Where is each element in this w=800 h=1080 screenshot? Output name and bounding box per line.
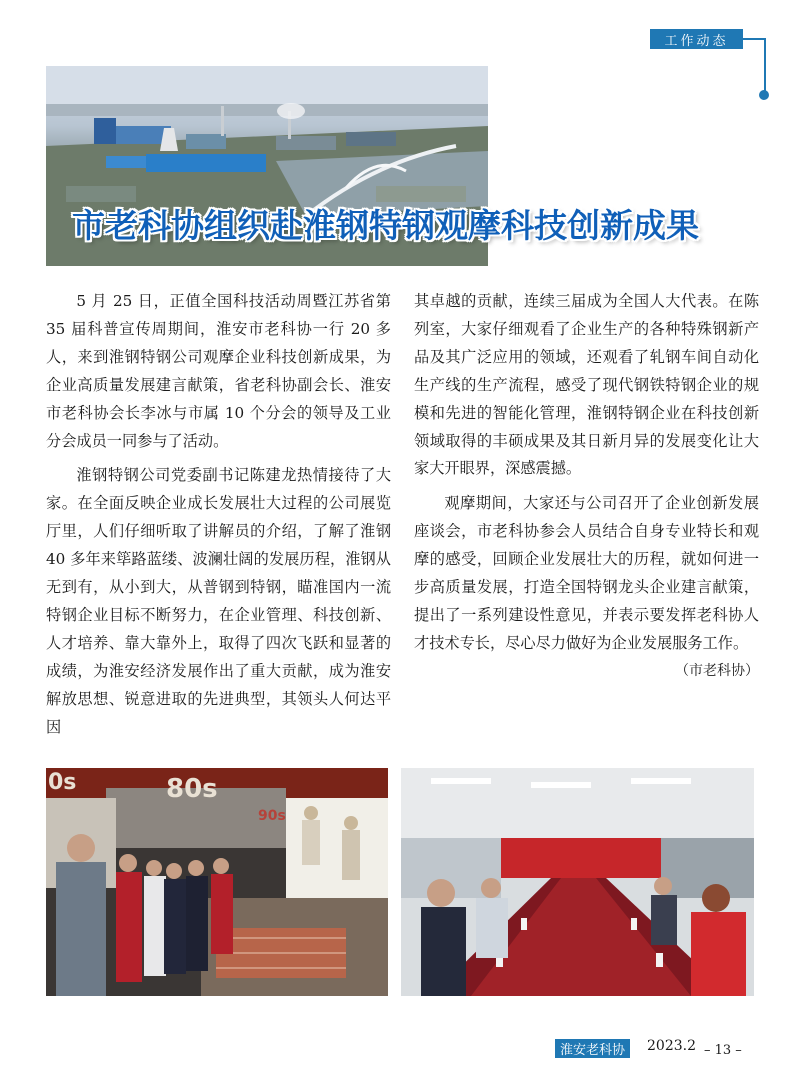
body-column-left [46,288,391,742]
tag-rule-horizontal [743,38,765,40]
paragraph: 5 月 25 日，正值全国科技活动周暨江苏省第 35 届科普宣传周期间，淮安市老科协一行 20 多人，来到淮钢特钢公司观摩企业科技创新成果，为企业高质量发展建言献策，省老科协副会长、淮安市老科协会长李冰与市属 10 个分会的领导及工业分会成员一同参与了活动。 [46,292,391,450]
paragraph [414,490,759,679]
footer-issue: 2023.2 [647,1038,696,1054]
meeting-room-photo [401,768,754,996]
author-signature: （市老科协） [675,662,759,679]
body-column-right [414,288,759,686]
page-number: – 13 – [704,1043,742,1058]
meeting-illustration [401,768,754,996]
footer-brand: 淮安老科协 [555,1039,630,1058]
paragraph-text: 观摩期间，大家还与公司召开了企业创新发展座谈会，市老科协参会人员结合自身专业特长和观摩的感受，回顾企业发展壮大的历程，就如何进一步高质量发展，打造全国特钢龙头企业建言献策，提出了一系列建设性意见，并表示要发挥老科协人才技术专长，尽心尽力做好为企业发展服务工作。 [414,494,759,652]
tag-dot [759,90,769,100]
paragraph: 淮钢特钢公司党委副书记陈建龙热情接待了大家。在全面反映企业成长发展壮大过程的公司展览厅里，人们仔细听取了讲解员的介绍，了解了淮钢 40 多年来筚路蓝缕、波澜壮阔的发展历程，淮钢从无到有，从小到大，从普钢到特钢，瞄准国内一流特钢企业目标不断努力，在企业管理、科技创新、人才培养、靠大靠外上，取得了四次飞跃和显著的成绩，为淮安经济发展作出了重大贡献，成为淮安解放思想、锐意进取的先进典型，其领头人何达平因 [46,466,391,736]
article-headline: 市老科协组织赴淮钢特钢观摩科技创新成果 [72,206,699,245]
section-tag: 工作动态 [650,29,743,49]
decade-label: 80s [166,774,218,804]
tag-rule-vertical [764,38,766,93]
paragraph: 其卓越的贡献，连续三届成为全国人大代表。在陈列室，大家仔细观看了企业生产的各种特殊钢新产品及其广泛应用的领域，还观看了轧钢车间自动化生产线的生产流程，感受了现代钢铁特钢企业的规模和先进的智能化管理，淮钢特钢企业在科技创新领域取得的丰硕成果及其日新月异的发展变化让大家大开眼界，深感震撼。 [414,292,759,478]
decade-label: 0s [48,770,77,795]
decade-label: 90s [258,808,286,824]
exhibition-hall-photo [46,768,388,996]
